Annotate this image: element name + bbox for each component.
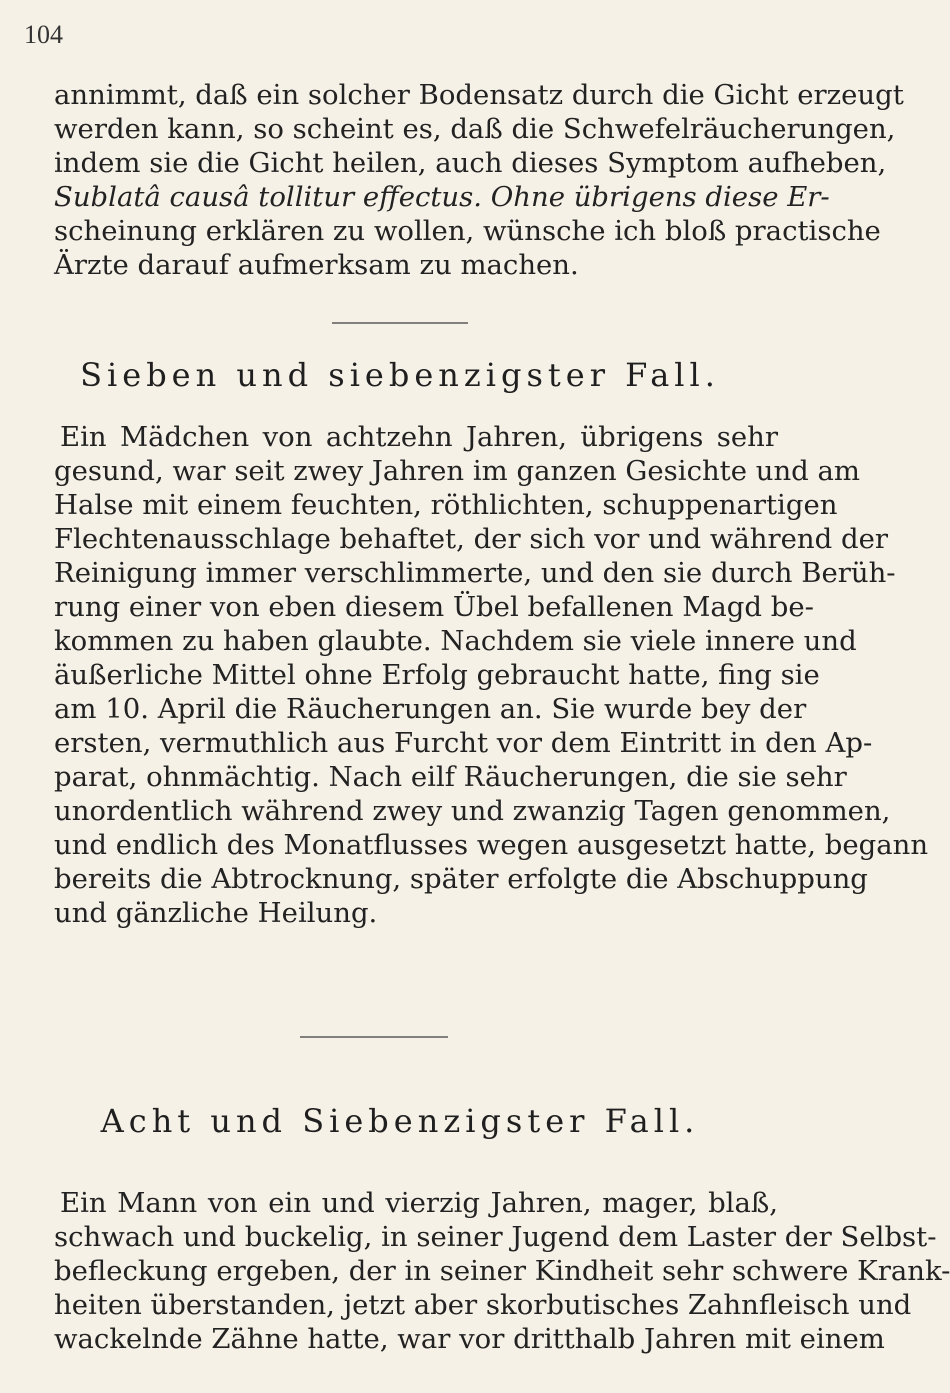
- text-line: befleckung ergeben, der in seiner Kindheit sehr schwere Krank-: [54, 1255, 950, 1287]
- text-line: ersten, vermuthlich aus Furcht vor dem Eintritt in den Ap-: [54, 727, 873, 759]
- text-line: bereits die Abtrocknung, später erfolgte die Abschuppung: [54, 863, 868, 895]
- text-line: werden kann, so scheint es, daß die Schwefelräucherungen,: [54, 113, 896, 145]
- text-line: parat, ohnmächtig. Nach eilf Räucherungen, die sie sehr: [54, 761, 847, 793]
- text-line: rung einer von eben diesem Übel befallenen Magd be-: [54, 591, 814, 623]
- case-77-paragraph: [54, 420, 929, 930]
- text-line: Ärzte darauf aufmerksam zu machen.: [54, 249, 579, 281]
- divider-rule: [332, 322, 468, 324]
- intro-paragraph: [54, 78, 904, 282]
- text-line: annimmt, daß ein solcher Bodensatz durch die Gicht erzeugt: [54, 79, 904, 111]
- text-line: und gänzliche Heilung.: [54, 897, 378, 929]
- case-78-heading: Acht und Siebenzigster Fall.: [100, 1102, 700, 1140]
- text-line: äußerliche Mittel ohne Erfolg gebraucht hatte, fing sie: [54, 659, 820, 691]
- divider-rule: [300, 1036, 448, 1038]
- text-line: Flechtenausschlage behaftet, der sich vor und während der: [54, 523, 888, 555]
- text-line: Ein Mädchen von achtzehn Jahren, übrigens sehr: [60, 421, 778, 453]
- text-line: am 10. April die Räucherungen an. Sie wurde bey der: [54, 693, 807, 725]
- text-line: scheinung erklären zu wollen, wünsche ich bloß practische: [54, 215, 881, 247]
- text-line: gesund, war seit zwey Jahren im ganzen Gesichte und am: [54, 455, 860, 487]
- case-78-paragraph: [54, 1186, 950, 1356]
- text-line: schwach und buckelig, in seiner Jugend dem Laster der Selbst-: [54, 1221, 937, 1253]
- text-line: kommen zu haben glaubte. Nachdem sie viele innere und: [54, 625, 857, 657]
- text-line: Halse mit einem feuchten, röthlichten, schuppenartigen: [54, 489, 838, 521]
- text-line: Reinigung immer verschlimmerte, und den sie durch Berüh-: [54, 557, 896, 589]
- text-line: wackelnde Zähne hatte, war vor dritthalb Jahren mit einem: [54, 1323, 885, 1355]
- text-line: heiten überstanden, jetzt aber skorbutisches Zahnfleisch und: [54, 1289, 912, 1321]
- text-line: und endlich des Monatflusses wegen ausgesetzt hatte, begann: [54, 829, 929, 861]
- text-line: unordentlich während zwey und zwanzig Tagen genommen,: [54, 795, 891, 827]
- text-line: Sublatâ causâ tollitur effectus. Ohne übrigens diese Er-: [54, 181, 830, 213]
- case-77-heading: Sieben und siebenzigster Fall.: [80, 356, 720, 394]
- text-line: indem sie die Gicht heilen, auch dieses Symptom aufheben,: [54, 147, 887, 179]
- page-number: 104: [24, 20, 63, 49]
- text-line: Ein Mann von ein und vierzig Jahren, mager, blaß,: [60, 1187, 778, 1219]
